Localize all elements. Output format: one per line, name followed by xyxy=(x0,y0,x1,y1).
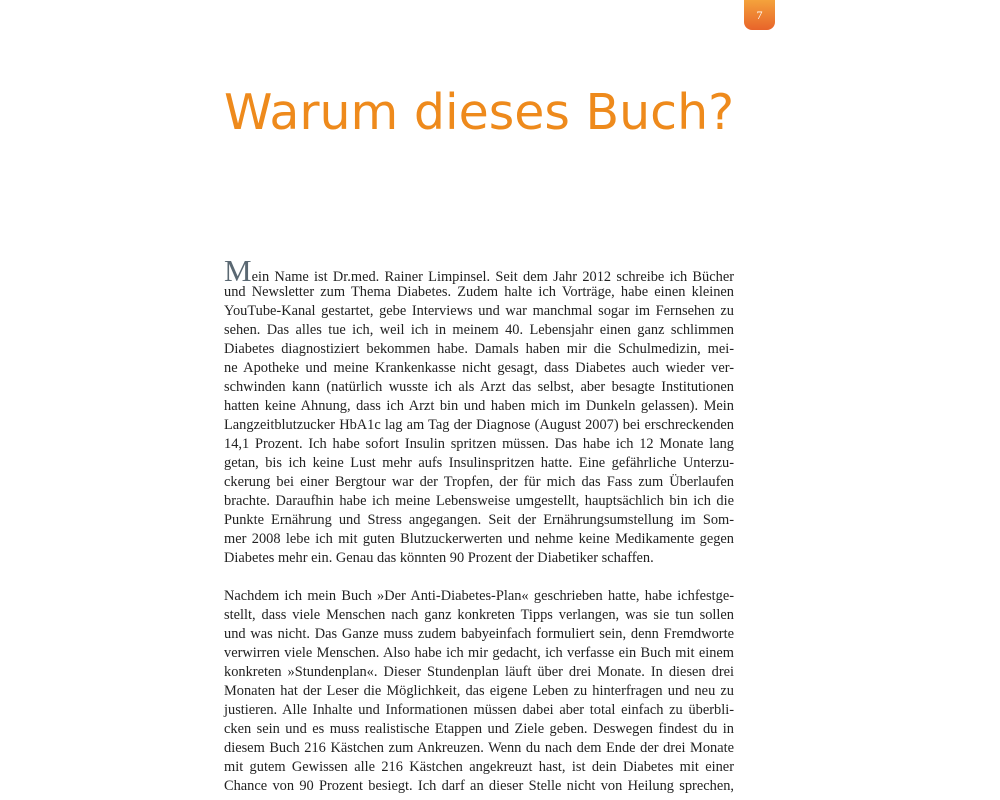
line-text: ein Name ist Dr.med. Rainer Limpinsel. Seit dem Jahr 2012 schreibe ich Bücher xyxy=(251,269,734,285)
body-text xyxy=(224,253,734,796)
paragraph-line: Monaten hat der Leser die Möglichkeit, das eigene Leben zu hinterfragen und neu zu xyxy=(224,683,734,699)
paragraph-line: 14,1 Prozent. Ich habe sofort Insulin spritzen müssen. Das habe ich 12 Monate lang xyxy=(224,436,734,452)
paragraph-line: ne Apotheke und meine Krankenkasse nicht gesagt, dass Diabetes auch wieder ver- xyxy=(224,360,734,376)
paragraph-line: sehen. Das alles tue ich, weil ich in meinem 40. Lebensjahr einen ganz schlimmen xyxy=(224,322,734,338)
paragraph-spacer xyxy=(224,568,734,587)
paragraph-line: brachte. Daraufhin habe ich meine Lebensweise umgestellt, hauptsächlich bin ich die xyxy=(224,493,734,509)
paragraph-line: mer 2008 lebe ich mit guten Blutzuckerwerten und nehme keine Medikamente gegen xyxy=(224,531,734,547)
paragraph-2 xyxy=(224,587,734,796)
paragraph-line: Langzeitblutzucker HbA1c lag am Tag der Diagnose (August 2007) bei erschreckenden xyxy=(224,417,734,433)
paragraph-1 xyxy=(224,253,734,568)
page-number: 7 xyxy=(756,8,763,22)
paragraph-line: ckerung bei einer Bergtour war der Tropfen, der für mich das Fass zum Überlaufen xyxy=(224,474,734,490)
paragraph-line: und was nicht. Das Ganze muss zudem babyeinfach formuliert sein, denn Fremdworte xyxy=(224,626,734,642)
paragraph-line: verwirren viele Menschen. Also habe ich mir gedacht, ich verfasse ein Buch mit einem xyxy=(224,645,734,661)
page-number-tab xyxy=(744,0,775,30)
paragraph-line: stellt, dass viele Menschen nach ganz konkreten Tipps verlangen, was sie tun sollen xyxy=(224,607,734,623)
paragraph-line: YouTube-Kanal gestartet, gebe Interviews und war manchmal sogar im Fernsehen zu xyxy=(224,303,734,319)
paragraph-line: Diabetes mehr ein. Genau das könnten 90 Prozent der Diabetiker schaffen. xyxy=(224,550,654,566)
drop-cap: M xyxy=(224,253,252,288)
chapter-title: Warum dieses Buch? xyxy=(224,84,735,141)
paragraph-line: diesem Buch 216 Kästchen zum Ankreuzen. Wenn du nach dem Ende der drei Monate xyxy=(224,740,734,756)
paragraph-line xyxy=(224,253,734,288)
paragraph-line: Chance von 90 Prozent besiegt. Ich darf an dieser Stelle nicht von Heilung sprechen, xyxy=(224,778,734,794)
paragraph-line: cken sein und es muss realistische Etappen und Ziele geben. Deswegen findest du in xyxy=(224,721,734,737)
paragraph-line: und Newsletter zum Thema Diabetes. Zudem halte ich Vorträge, habe einen kleinen xyxy=(224,284,734,300)
paragraph-line: getan, bis ich keine Lust mehr aufs Insulinspritzen hatte. Eine gefährliche Unterzu- xyxy=(224,455,734,471)
paragraph-line: justieren. Alle Inhalte und Informationen müssen dabei aber total einfach zu überbli- xyxy=(224,702,734,718)
paragraph-line: Nachdem ich mein Buch »Der Anti-Diabetes-Plan« geschrieben hatte, habe ichfestge- xyxy=(224,588,734,604)
paragraph-line: hatten keine Ahnung, dass ich Arzt bin und haben mich im Dunkeln gelassen). Mein xyxy=(224,398,734,414)
paragraph-line: Punkte Ernährung und Stress angegangen. Seit der Ernährungsumstellung im Som- xyxy=(224,512,734,528)
paragraph-line: Diabetes diagnostiziert bekommen habe. Damals haben mir die Schulmedizin, mei- xyxy=(224,341,734,357)
paragraph-line: schwinden kann (natürlich wusste ich als Arzt das selbst, aber besagte Institutionen xyxy=(224,379,734,395)
paragraph-line: mit gutem Gewissen alle 216 Kästchen angekreuzt hast, ist dein Diabetes mit einer xyxy=(224,759,734,775)
paragraph-line: konkreten »Stundenplan«. Dieser Stundenplan läuft über drei Monate. In diesen drei xyxy=(224,664,734,680)
